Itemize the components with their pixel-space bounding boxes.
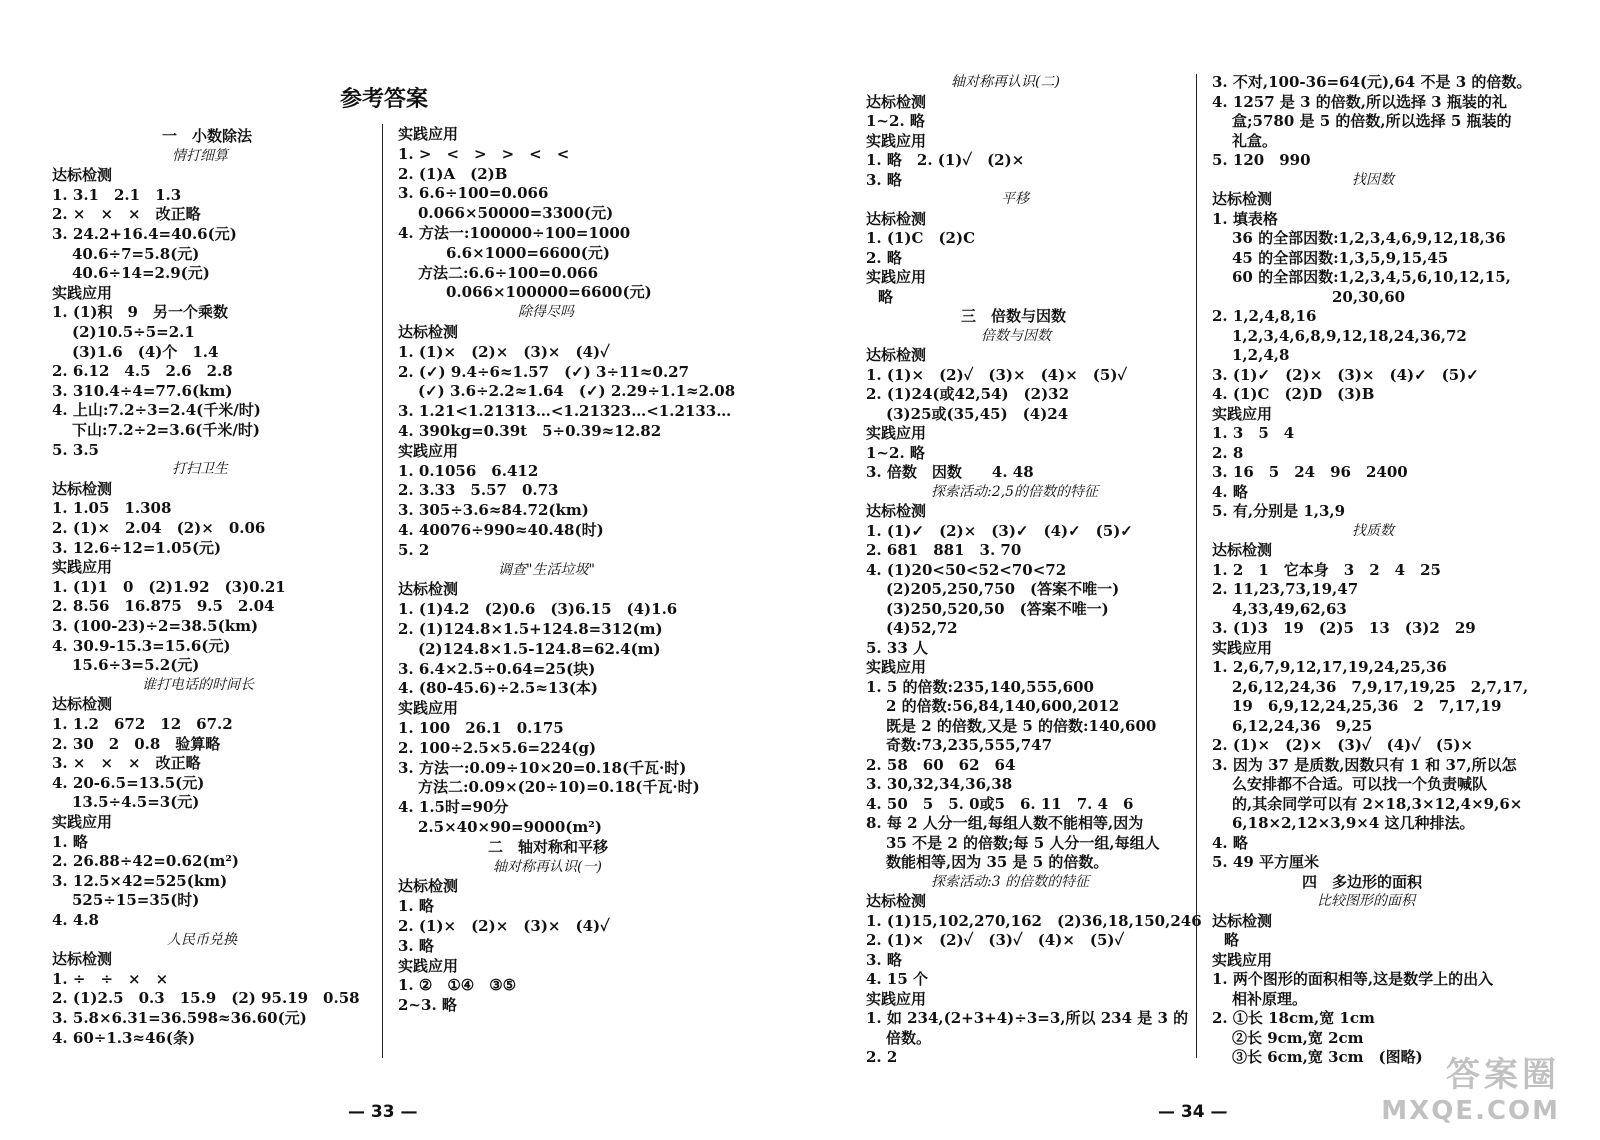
answer-line: 倍数。 (886, 1028, 932, 1047)
answer-line: 2. ①长 18cm,宽 1cm (1212, 1009, 1375, 1027)
answer-line: 2. (1)× (2)× (3)✓ (4)✓ (5)× (1212, 736, 1474, 754)
answer-line: 2. (1)× (2)× (3)× (4)✓ (398, 917, 610, 935)
answer-line: 3. 24.2+16.4=40.6(元) (52, 225, 237, 243)
answer-line: 1. 如 234,(2+3+4)÷3=3,所以 234 是 3 的 (866, 1009, 1189, 1027)
answer-line: 3. (1)✓ (2)× (3)× (4)✓ (5)✓ (1212, 365, 1479, 384)
watermark-cn: 答案圈 (1446, 1055, 1560, 1095)
answer-line: 1. 1.2 672 12 67.2 (52, 715, 233, 733)
answer-line: 3. 略 (398, 936, 434, 955)
answer-line: 60 的全部因数:1,2,3,4,5,6,10,12,15, (1232, 268, 1511, 286)
chapter-title: 一 小数除法 (162, 127, 253, 145)
answer-line: 4. 4.8 (52, 911, 99, 929)
answer-line: 2. 3.33 5.57 0.73 (398, 481, 559, 500)
answer-line: 2~3. 略 (398, 996, 457, 1015)
answer-line: 1. 略 (52, 832, 88, 851)
answer-line: 3. 略 (866, 170, 902, 189)
answer-line: 6.6×1000=6600(元) (446, 243, 610, 262)
answer-line: 2. (1)2.5 0.3 15.9 (2) 95.19 0.58 (52, 989, 360, 1008)
answer-line: 2. 1,2,4,8,16 (1212, 307, 1317, 325)
answer-line: 1. (1)积 9 另一个乘数 (52, 303, 228, 322)
answer-line: 礼盒。 (1232, 131, 1278, 150)
subsection-title: 找质数 (1352, 522, 1394, 539)
answer-line: 1~2. 略 (866, 443, 925, 462)
section-label: 达标检测 (866, 346, 927, 364)
answer-line: 相补原理。 (1232, 989, 1308, 1008)
answer-line: 2 的倍数:56,84,140,600,2012 (886, 697, 1120, 715)
section-label: 达标检测 (1212, 911, 1273, 930)
answer-line: 2. 8 (1212, 443, 1244, 462)
section-label: 实践应用 (1212, 950, 1273, 969)
answer-line: 3. 6.4×2.5÷0.64=25(块) (398, 659, 596, 678)
answer-line: 4. 方法一:100000÷100=1000 (398, 224, 631, 242)
answer-line: 1. 2,6,7,9,12,17,19,24,25,36 (1212, 658, 1447, 676)
answer-line: 2. (1)24(或42,54) (2)32 (866, 385, 1070, 403)
answer-line: 2. 2 (866, 1048, 898, 1066)
answer-line: 1,2,4,8 (1232, 346, 1290, 364)
subsection-title: 人民币兑换 (167, 931, 237, 948)
answer-line: 1. 0.1056 6.412 (398, 461, 539, 480)
section-label: 实践应用 (398, 699, 459, 718)
answer-line: 4. 上山:7.2÷3=2.4(千米/时) (52, 401, 261, 420)
answer-line: 4. 15 个 (866, 970, 928, 988)
chapter-title: 四 多边形的面积 (1302, 872, 1423, 891)
subsection-title: 打扫卫生 (172, 461, 228, 478)
answer-line: (✓) 3.6÷2.2≈1.64 (✓) 2.29÷1.1≈2.08 (418, 382, 736, 401)
answer-line: 3. × × × 改正略 (52, 754, 201, 773)
answer-line: 奇数:73,235,555,747 (886, 736, 1053, 754)
answer-line: 2. × × × 改正略 (52, 205, 201, 224)
chapter-title: 三 倍数与因数 (961, 307, 1067, 325)
section-label: 达标检测 (52, 950, 113, 969)
section-label: 实践应用 (1212, 404, 1273, 423)
answer-line: 1. 2 1 它本身 3 2 4 25 (1212, 560, 1441, 579)
answer-line: 1. 两个图形的面积相等,这是数学上的出入 (1212, 970, 1494, 988)
answer-line: 既是 2 的倍数,又是 5 的倍数:140,600 (886, 716, 1157, 735)
answer-line: 1. 略 2. (1)✓ (2)× (866, 151, 1025, 169)
section-label: 实践应用 (398, 125, 459, 143)
answer-line: 4. (80-45.6)÷2.5≈13(本) (398, 679, 599, 698)
answer-line: 2. 26.88÷42=0.62(m²) (52, 852, 240, 871)
section-label: 达标检测 (1212, 541, 1273, 559)
answer-line: 2. (1)× 2.04 (2)× 0.06 (52, 519, 266, 537)
section-label: 达标检测 (52, 479, 113, 498)
answer-line: 8. 每 2 人分一组,每组人数不能相等,因为 (866, 814, 1144, 832)
section-label: 实践应用 (398, 956, 459, 975)
answer-line: 数能相等,因为 35 是 5 的倍数。 (886, 853, 1109, 871)
answer-line: (3)25或(35,45) (4)24 (886, 404, 1069, 423)
answer-line: 2. 58 60 62 64 (866, 755, 1016, 774)
answer-line: 4. 1.5时=90分 (398, 798, 509, 817)
answer-line: 1. 3 5 4 (1212, 424, 1295, 442)
answer-line: 2. 8.56 16.875 9.5 2.04 (52, 597, 275, 616)
section-label: 达标检测 (1212, 190, 1273, 208)
answer-line: 1,2,3,4,6,8,9,12,18,24,36,72 (1232, 326, 1467, 345)
watermark-logo (1381, 1047, 1560, 1126)
answer-line: 2. (1)124.8×1.5+124.8=312(m) (398, 620, 663, 638)
answer-line: 4,33,49,62,63 (1232, 599, 1347, 618)
answer-line: 13.5÷4.5=3(元) (72, 793, 200, 812)
answer-line: 5. 120 990 (1212, 151, 1311, 169)
main-title: 参考答案 (340, 87, 429, 112)
answer-line: 1. (1)✓ (2)× (3)✓ (4)✓ (5)✓ (866, 521, 1133, 540)
section-label: 实践应用 (866, 268, 927, 286)
answer-line: 4. (1)20<50<52<70<72 (866, 560, 1067, 579)
answer-line: 3. 6.6÷100=0.066 (398, 184, 549, 203)
answer-line: 1. 1.05 1.308 (52, 499, 172, 518)
subsection-title: 除得尽吗 (518, 304, 574, 321)
answer-line: 略 (1224, 931, 1240, 949)
subsection-title: 探索活动:3 的倍数的特征 (931, 873, 1090, 890)
answer-line: 么安排都不合适。可以找一个负责喊队 (1232, 775, 1488, 793)
answer-line: 3. 方法一:0.09÷10×20=0.18(千瓦·时) (398, 758, 687, 777)
answer-line: 6,12,24,36 9,25 (1232, 716, 1373, 735)
answer-line: ③长 6cm,宽 3cm (图略) (1232, 1048, 1423, 1066)
answer-line: 2.5×40×90=9000(m²) (418, 818, 602, 836)
answer-line: 19 6,9,12,24,25,36 2 7,17,19 (1232, 697, 1502, 715)
answer-line: (2)205,250,750 (答案不唯一) (886, 580, 1120, 598)
section-label: 达标检测 (866, 92, 927, 111)
answer-line: 2. 11,23,73,19,47 (1212, 580, 1359, 598)
section-label: 达标检测 (398, 580, 459, 599)
subsection-title: 情打细算 (172, 147, 228, 164)
answer-line: 2. 略 (866, 248, 902, 267)
answer-line: (3)1.6 (4)个 1.4 (72, 342, 219, 361)
answer-line: 5. 2 (398, 540, 430, 559)
answer-line: 3. (100-23)÷2=38.5(km) (52, 617, 259, 635)
answer-line: 略 (878, 287, 894, 306)
answer-line: 1. 5 的倍数:235,140,555,600 (866, 677, 1094, 696)
answer-line: 15.6÷3=5.2(元) (72, 656, 200, 675)
watermark-en: MXQE.COM (1381, 1096, 1560, 1126)
answer-line: ②长 9cm,宽 2cm (1232, 1028, 1364, 1047)
subsection-title: 调查"生活垃圾" (498, 561, 595, 578)
answer-line: 40.6÷14=2.9(元) (72, 264, 210, 283)
answer-line: 1. 填表格 (1212, 209, 1278, 228)
answer-line: 2,6,12,24,36 7,9,17,19,25 2,7,17, (1232, 677, 1529, 696)
answer-line: 4. (1)C (2)D (3)B (1212, 385, 1375, 403)
answer-line: 1. > < > > < < (398, 144, 570, 163)
answer-line: 4. 50 5 5. 0或5 6. 11 7. 4 6 (866, 794, 1134, 813)
answer-line: 5. 3.5 (52, 440, 99, 459)
page-number-left: — 33 — (348, 1102, 418, 1122)
answer-line: 36 的全部因数:1,2,3,4,6,9,12,18,36 (1232, 229, 1506, 247)
answer-line: 3. 12.5×42=525(km) (52, 871, 228, 890)
answer-line: 方法二:0.09×(20÷10)=0.18(千瓦·时) (418, 778, 700, 797)
left-page-divider (382, 124, 383, 1058)
section-label: 达标检测 (866, 892, 927, 910)
answer-line: 3. 不对,100-36=64(元),64 不是 3 的倍数。 (1212, 73, 1532, 91)
answer-line: 2. 100÷2.5×5.6=224(g) (398, 738, 597, 757)
section-label: 实践应用 (1212, 638, 1273, 657)
section-label: 实践应用 (52, 558, 113, 577)
answer-line: 4. 1257 是 3 的倍数,所以选择 3 瓶装的礼 (1212, 92, 1507, 111)
section-label: 达标检测 (52, 166, 113, 185)
answer-line: 1. (1)1 0 (2)1.92 (3)0.21 (52, 577, 286, 596)
subsection-title: 轴对称再认识(二) (951, 74, 1060, 90)
answer-line: 4. 60÷1.3≈46(条) (52, 1028, 196, 1047)
answer-line: 3. 30,32,34,36,38 (866, 775, 1013, 793)
answer-line: 45 的全部因数:1,3,5,9,15,45 (1232, 248, 1449, 267)
subsection-title: 比较图形的面积 (1317, 893, 1415, 909)
section-label: 实践应用 (866, 989, 927, 1008)
subsection-title: 谁打电话的时间长 (142, 676, 254, 693)
answer-line: (2)124.8×1.5-124.8=62.4(m) (418, 639, 661, 658)
answer-line: (4)52,72 (886, 619, 958, 637)
answer-line: 3. 1.21<1.21313…<1.21323…<1.2133… (398, 402, 732, 421)
section-label: 达标检测 (398, 877, 459, 896)
answer-line: 3. 5.8×6.31=36.598≈36.60(元) (52, 1009, 307, 1027)
section-label: 实践应用 (52, 813, 113, 831)
answer-line: 3. 305÷3.6≈84.72(km) (398, 501, 589, 520)
answer-line: 的,其余同学可以有 2×18,3×12,4×9,6× (1232, 794, 1523, 813)
answer-line: 3. 略 (866, 950, 902, 969)
section-label: 实践应用 (866, 424, 927, 442)
answer-line: 4. 20-6.5=13.5(元) (52, 773, 205, 792)
answer-line: 1. 略 (398, 897, 434, 916)
answer-line: 2. 6.12 4.5 2.6 2.8 (52, 362, 233, 381)
answer-line: 盒;5780 是 5 的倍数,所以选择 5 瓶装的 (1232, 112, 1512, 130)
answer-line: 5. 33 人 (866, 638, 928, 657)
chapter-title: 二 轴对称和平移 (488, 837, 609, 856)
section-label: 实践应用 (398, 441, 459, 460)
answer-line: 1. (1)× (2)✓ (3)× (4)× (5)✓ (866, 365, 1128, 384)
subsection-title: 找因数 (1352, 171, 1394, 188)
answer-line: 1. (1)15,102,270,162 (2)36,18,150,246 (866, 911, 1202, 930)
answer-line: 2. (1)× (2)✓ (3)✓ (4)× (5)✓ (866, 931, 1125, 949)
answer-line: 3. 因为 37 是质数,因数只有 1 和 37,所以怎 (1212, 755, 1517, 774)
section-label: 达标检测 (398, 323, 459, 341)
answer-line: 3. 倍数 因数 4. 48 (866, 463, 1034, 481)
answer-line: 1~2. 略 (866, 112, 925, 130)
section-label: 实践应用 (866, 658, 927, 676)
answer-line: 5. 49 平方厘米 (1212, 853, 1319, 871)
answer-line: 6,18×2,12×3,9×4 这几种排法。 (1232, 814, 1475, 832)
answer-line: 3. 16 5 24 96 2400 (1212, 463, 1408, 481)
answer-line: 0.066×100000=6600(元) (446, 283, 652, 302)
subsection-title: 平移 (1001, 191, 1029, 207)
subsection-title: 探索活动:2,5的倍数的特征 (931, 483, 1098, 500)
answer-line: 1. 3.1 2.1 1.3 (52, 185, 182, 204)
answer-line: (2)10.5÷5=2.1 (72, 323, 195, 341)
answer-line: 525÷15=35(时) (72, 891, 200, 910)
answer-line: 3. (1)3 19 (2)5 13 (3)2 29 (1212, 619, 1476, 637)
answer-line: 35 不是 2 的倍数;每 5 人分一组,每组人 (886, 833, 1160, 852)
subsection-title: 轴对称再认识(一) (493, 858, 602, 875)
answer-line: 2. 681 881 3. 70 (866, 541, 1022, 559)
answer-line: 1. (1)× (2)× (3)× (4)✓ (398, 342, 610, 361)
page-number-right: — 34 — (1158, 1102, 1228, 1122)
answer-line: 1. ② ①④ ③⑤ (398, 976, 517, 995)
answer-line: 3. 310.4÷4=77.6(km) (52, 381, 233, 400)
answer-line: 40.6÷7=5.8(元) (72, 244, 200, 263)
answer-line: 4. 略 (1212, 833, 1248, 852)
section-label: 达标检测 (52, 695, 113, 714)
answer-line: 4. 略 (1212, 482, 1248, 501)
answer-line: 方法二:6.6÷100=0.066 (418, 263, 599, 282)
section-label: 实践应用 (52, 283, 113, 302)
answer-line: 4. 390kg=0.39t 5÷0.39≈12.82 (398, 422, 662, 440)
answer-line: 4. 30.9-15.3=15.6(元) (52, 636, 231, 655)
subsection-title: 倍数与因数 (981, 327, 1051, 344)
answer-line: 1. ÷ ÷ × × (52, 969, 169, 988)
section-label: 达标检测 (866, 502, 927, 520)
answer-line: 0.066×50000=3300(元) (418, 204, 614, 223)
answer-line: 1. 100 26.1 0.175 (398, 719, 564, 737)
answer-line: 5. 有,分别是 1,3,9 (1212, 502, 1346, 520)
answer-line: (3)250,520,50 (答案不唯一) (886, 599, 1109, 618)
answer-line: 4. 40076÷990≈40.48(时) (398, 521, 604, 539)
answer-line: 1. (1)4.2 (2)0.6 (3)6.15 (4)1.6 (398, 600, 678, 619)
answer-line: 2. (1)A (2)B (398, 164, 508, 183)
answer-line: 下山:7.2÷2=3.6(千米/时) (72, 421, 260, 439)
section-label: 实践应用 (866, 131, 927, 150)
answer-line: 2. 30 2 0.8 验算略 (52, 734, 221, 753)
answer-line: 1. (1)C (2)C (866, 229, 976, 247)
answer-line: 2. (✓) 9.4÷6≈1.57 (✓) 3÷11≈0.27 (398, 362, 690, 381)
answer-line: 20,30,60 (1332, 287, 1406, 306)
answer-line: 3. 12.6÷12=1.05(元) (52, 538, 222, 557)
section-label: 达标检测 (866, 209, 927, 228)
